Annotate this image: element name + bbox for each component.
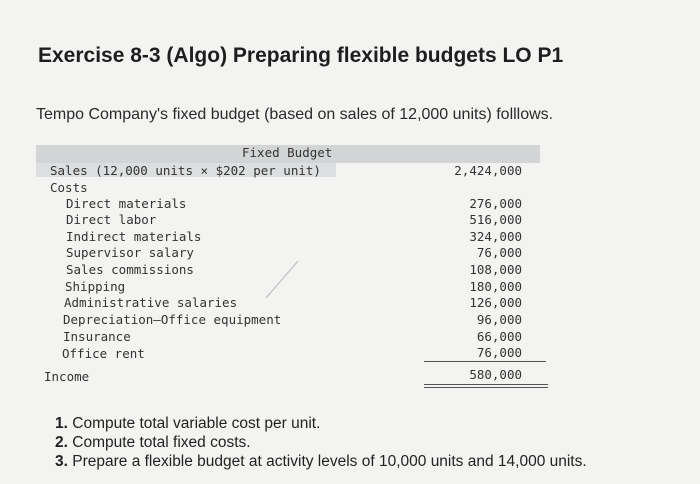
question-number: 1. xyxy=(55,415,68,432)
cost-item-label: Administrative salaries xyxy=(64,295,238,310)
sales-label: Sales (12,000 units × $202 per unit) xyxy=(50,163,321,178)
pencil-mark-icon xyxy=(262,258,302,304)
cost-item-value: 76,000 xyxy=(476,345,522,360)
cost-item-label: Shipping xyxy=(65,279,126,294)
question-item xyxy=(55,414,587,433)
double-rule-top xyxy=(424,384,548,385)
question-number: 3. xyxy=(55,453,68,470)
question-item xyxy=(55,433,587,452)
question-text: Prepare a flexible budget at activity levels of 10,000 units and 14,000 units. xyxy=(72,453,587,470)
cost-item-label: Sales commissions xyxy=(66,262,194,277)
cost-item-value: 516,000 xyxy=(469,212,522,227)
income-value: 580,000 xyxy=(469,367,522,382)
questions-list xyxy=(55,414,587,471)
cost-item-label: Direct materials xyxy=(66,196,187,211)
cost-item-value: 108,000 xyxy=(469,262,522,277)
cost-item-value: 126,000 xyxy=(469,295,522,310)
cost-item-label: Office rent xyxy=(62,346,145,361)
exercise-title: Exercise 8-3 (Algo) Preparing flexible budgets LO P1 xyxy=(38,44,564,67)
question-item xyxy=(55,452,587,471)
column-header-fixed-budget: Fixed Budget xyxy=(242,145,333,160)
cost-item-label: Indirect materials xyxy=(66,229,202,244)
cost-item-label: Insurance xyxy=(63,329,131,344)
cost-item-label: Depreciation—Office equipment xyxy=(63,312,282,327)
question-text: Compute total fixed costs. xyxy=(72,434,251,451)
cost-item-value: 76,000 xyxy=(476,245,522,260)
question-number: 2. xyxy=(55,434,68,451)
cost-item-value: 180,000 xyxy=(469,279,522,294)
cost-item-value: 96,000 xyxy=(476,312,522,327)
income-label: Income xyxy=(44,369,90,384)
costs-label: Costs xyxy=(50,180,88,195)
cost-item-value: 324,000 xyxy=(469,229,522,244)
sales-value: 2,424,000 xyxy=(454,163,522,178)
cost-item-value: 66,000 xyxy=(476,329,522,344)
cost-item-label: Supervisor salary xyxy=(66,245,194,260)
cost-item-value: 276,000 xyxy=(469,196,522,211)
double-rule-bottom xyxy=(424,387,548,388)
subtotal-rule xyxy=(424,361,546,362)
intro-text: Tempo Company's fixed budget (based on sales of 12,000 units) folllows. xyxy=(36,106,554,123)
cost-item-label: Direct labor xyxy=(66,212,157,227)
question-text: Compute total variable cost per unit. xyxy=(72,415,321,432)
